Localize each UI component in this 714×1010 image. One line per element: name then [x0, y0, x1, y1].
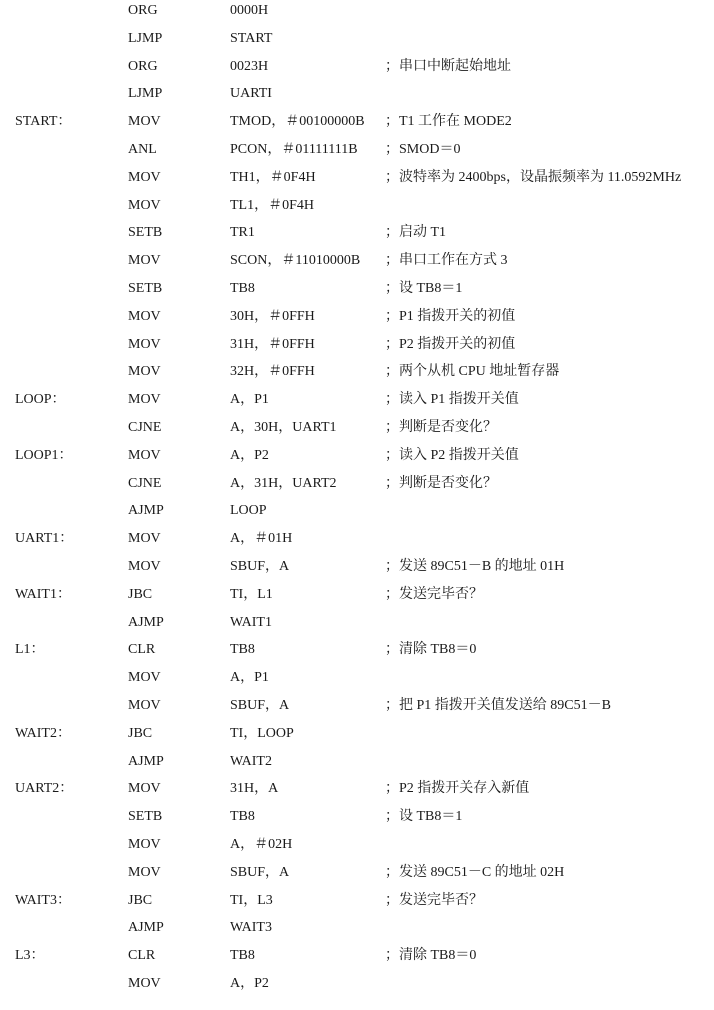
code-line	[0, 386, 714, 414]
line-comment: ；清除 TB8＝0	[385, 948, 477, 964]
code-line	[0, 887, 714, 915]
line-operand: TI，L3	[230, 892, 273, 908]
line-comment: ；启动 T1	[385, 225, 447, 241]
line-comment: ；把 P1 指拨开关值发送给 89C51－B	[385, 698, 611, 713]
line-operand: 0023H	[230, 58, 269, 74]
line-operand: WAIT2	[230, 753, 272, 769]
line-comment: ；P1 指拨开关的初值	[385, 308, 516, 324]
line-mnemonic: MOV	[128, 670, 161, 686]
line-operand: A，＃02H	[230, 837, 293, 852]
line-comment: ；发送 89C51－B 的地址 01H	[385, 559, 565, 574]
code-line	[0, 303, 714, 331]
line-operand: SBUF，A	[230, 698, 290, 713]
code-line	[0, 164, 714, 192]
line-label: WAIT1：	[15, 586, 71, 602]
line-mnemonic: AJMP	[128, 920, 164, 936]
line-operand: A，P2	[230, 447, 269, 463]
line-comment: ；判断是否变化？	[385, 475, 497, 491]
line-mnemonic: AJMP	[128, 614, 164, 630]
line-label: LOOP：	[15, 392, 66, 408]
line-mnemonic: MOV	[128, 364, 161, 380]
line-operand: LOOP	[230, 503, 267, 519]
line-mnemonic: AJMP	[128, 753, 164, 769]
code-line	[0, 358, 714, 386]
line-mnemonic: SETB	[128, 809, 163, 825]
line-mnemonic: MOV	[128, 169, 161, 185]
line-mnemonic: MOV	[128, 308, 161, 324]
code-line	[0, 192, 714, 220]
line-comment: ；SMOD＝0	[385, 142, 461, 157]
line-mnemonic: MOV	[128, 698, 161, 713]
code-line	[0, 581, 714, 609]
line-comment: ；T1 工作在 MODE2	[385, 114, 512, 130]
code-line	[0, 609, 714, 637]
line-operand: A，P1	[230, 392, 269, 408]
line-operand: A，30H，UART1	[230, 420, 337, 435]
code-line	[0, 0, 714, 25]
line-operand: A，P1	[230, 670, 269, 686]
code-line	[0, 470, 714, 498]
code-line	[0, 942, 714, 970]
line-label: WAIT2：	[15, 725, 71, 741]
code-line	[0, 914, 714, 942]
line-mnemonic: MOV	[128, 336, 161, 352]
line-operand: TB8	[230, 948, 255, 964]
line-comment: ；设 TB8＝1	[385, 809, 463, 825]
line-operand: TH1，＃0F4H	[230, 169, 316, 185]
code-line	[0, 692, 714, 720]
line-operand: A，31H，UART2	[230, 475, 337, 491]
line-mnemonic: CJNE	[128, 475, 162, 491]
code-line	[0, 331, 714, 359]
line-mnemonic: CJNE	[128, 420, 162, 435]
line-operand: 32H，＃0FFH	[230, 364, 315, 380]
code-line	[0, 970, 714, 998]
line-mnemonic: CLR	[128, 948, 156, 964]
line-comment: ；P2 指拨开关存入新值	[385, 781, 530, 797]
code-line	[0, 748, 714, 776]
line-operand: TI，L1	[230, 586, 273, 602]
line-mnemonic: CLR	[128, 642, 156, 658]
line-mnemonic: MOV	[128, 864, 161, 880]
line-mnemonic: MOV	[128, 447, 161, 463]
code-line	[0, 775, 714, 803]
line-mnemonic: SETB	[128, 281, 163, 296]
line-comment: ；串口中断起始地址	[385, 58, 511, 74]
line-mnemonic: ANL	[128, 142, 157, 157]
code-line	[0, 553, 714, 581]
line-comment: ；判断是否变化？	[385, 420, 497, 435]
line-comment: ；发送 89C51－C 的地址 02H	[385, 864, 565, 880]
line-operand: WAIT3	[230, 920, 272, 936]
line-label: L1：	[15, 642, 45, 658]
line-mnemonic: SETB	[128, 225, 163, 241]
line-operand: 31H，A	[230, 781, 279, 797]
line-operand: UARTI	[230, 86, 272, 102]
line-operand: 31H，＃0FFH	[230, 336, 315, 352]
line-operand: SBUF，A	[230, 559, 290, 574]
line-mnemonic: ORG	[128, 3, 158, 18]
line-mnemonic: MOV	[128, 531, 161, 547]
code-line	[0, 53, 714, 81]
line-mnemonic: LJMP	[128, 30, 163, 46]
code-line	[0, 108, 714, 136]
line-mnemonic: MOV	[128, 976, 161, 991]
code-line	[0, 525, 714, 553]
line-label: WAIT3：	[15, 892, 71, 908]
line-operand: A，P2	[230, 976, 269, 991]
code-line	[0, 859, 714, 887]
line-comment: ；发送完毕否？	[385, 586, 483, 602]
line-label: LOOP1：	[15, 447, 73, 463]
line-operand: TI，LOOP	[230, 725, 294, 741]
line-comment: ；读入 P1 指拨开关值	[385, 392, 519, 408]
line-operand: WAIT1	[230, 614, 272, 630]
line-operand: TB8	[230, 281, 255, 296]
line-operand: TMOD，＃00100000B	[230, 114, 365, 130]
line-mnemonic: ORG	[128, 58, 158, 74]
line-operand: PCON，＃01111111B	[230, 142, 358, 157]
line-mnemonic: LJMP	[128, 86, 163, 102]
line-operand: TB8	[230, 809, 255, 825]
line-comment: ；波特率为 2400bps，设晶振频率为 11.0592MHz	[385, 169, 682, 185]
line-operand: SBUF，A	[230, 864, 290, 880]
code-line	[0, 442, 714, 470]
line-comment: ；清除 TB8＝0	[385, 642, 477, 658]
code-line	[0, 636, 714, 664]
line-mnemonic: MOV	[128, 392, 161, 408]
code-line	[0, 414, 714, 442]
line-operand: 0000H	[230, 3, 269, 18]
code-line	[0, 803, 714, 831]
line-operand: SCON，＃11010000B	[230, 253, 361, 269]
code-line	[0, 247, 714, 275]
line-label: L3：	[15, 948, 45, 964]
code-line	[0, 80, 714, 108]
line-comment: ；读入 P2 指拨开关值	[385, 447, 519, 463]
line-operand: TB8	[230, 642, 255, 658]
line-operand: A，＃01H	[230, 531, 293, 547]
code-line	[0, 275, 714, 303]
line-mnemonic: AJMP	[128, 503, 164, 519]
code-line	[0, 664, 714, 692]
line-mnemonic: MOV	[128, 253, 161, 269]
line-comment: ；发送完毕否？	[385, 892, 483, 908]
line-mnemonic: JBC	[128, 892, 153, 908]
line-mnemonic: MOV	[128, 197, 161, 213]
line-operand: 30H，＃0FFH	[230, 308, 315, 324]
line-mnemonic: JBC	[128, 725, 153, 741]
line-comment: ；P2 指拨开关的初值	[385, 336, 516, 352]
line-comment: ；两个从机 CPU 地址暂存器	[385, 364, 560, 380]
code-line	[0, 25, 714, 53]
line-mnemonic: MOV	[128, 559, 161, 574]
line-operand: TR1	[230, 225, 255, 241]
line-label: START：	[15, 114, 72, 130]
code-line	[0, 497, 714, 525]
line-mnemonic: MOV	[128, 837, 161, 852]
line-label: UART1：	[15, 531, 74, 547]
line-operand: TL1，＃0F4H	[230, 197, 314, 213]
code-line	[0, 831, 714, 859]
line-mnemonic: JBC	[128, 586, 153, 602]
line-comment: ；串口工作在方式 3	[385, 253, 508, 269]
line-mnemonic: MOV	[128, 781, 161, 797]
line-operand: START	[230, 30, 273, 46]
code-line	[0, 720, 714, 748]
line-mnemonic: MOV	[128, 114, 161, 130]
code-line	[0, 219, 714, 247]
line-comment: ；设 TB8＝1	[385, 281, 463, 296]
code-line	[0, 136, 714, 164]
line-label: UART2：	[15, 781, 74, 797]
